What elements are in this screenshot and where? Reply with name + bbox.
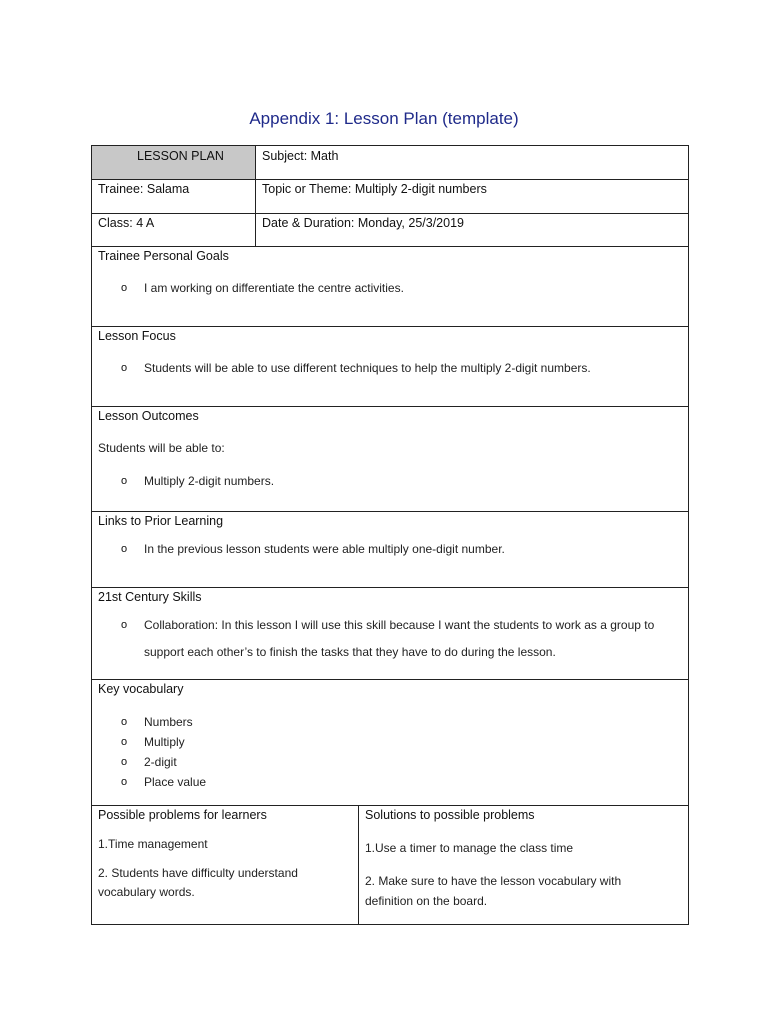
focus-heading: Lesson Focus [98, 329, 176, 343]
problem-1: 1.Time management [98, 837, 208, 851]
problem-2-line-2: vocabulary words. [98, 885, 195, 899]
goals-heading: Trainee Personal Goals [98, 249, 229, 263]
goals-section [92, 247, 688, 327]
vocab-heading: Key vocabulary [98, 682, 184, 696]
bullet-icon: o [121, 619, 128, 631]
subject-cell [255, 146, 688, 179]
focus-section [92, 327, 688, 407]
bullet-icon: o [121, 776, 128, 788]
solutions-cell [358, 806, 688, 924]
trainee-text: Trainee: Salama [98, 182, 190, 196]
trainee-cell [92, 180, 255, 213]
solution-2-line-2: definition on the board. [365, 894, 488, 908]
prior-heading: Links to Prior Learning [98, 514, 224, 528]
problems-solutions-row [92, 806, 688, 924]
topic-cell [255, 180, 688, 213]
skills-heading: 21st Century Skills [98, 590, 202, 604]
header-row-1 [92, 146, 688, 180]
class-text: Class: 4 A [98, 216, 155, 230]
skills-line-2: support each other’s to finish the tasks that they have to do during the lesson. [144, 645, 556, 659]
problems-cell [92, 806, 358, 924]
skills-section [92, 588, 688, 680]
bullet-icon: o [121, 756, 128, 768]
topic-text: Topic or Theme: Multiply 2-digit numbers [262, 182, 487, 196]
skills-line-1: Collaboration: In this lesson I will use this skill because I want the students to work as a group to [144, 618, 655, 632]
header-row-2 [92, 180, 688, 214]
date-text: Date & Duration: Monday, 25/3/2019 [262, 216, 464, 230]
bullet-icon: o [121, 716, 128, 728]
solutions-heading: Solutions to possible problems [365, 808, 535, 822]
bullet-icon: o [121, 475, 128, 487]
outcomes-heading: Lesson Outcomes [98, 409, 199, 423]
focus-item: Students will be able to use different techniques to help the multiply 2-digit numbers. [144, 361, 591, 375]
header-row-3 [92, 214, 688, 247]
solution-1: 1.Use a timer to manage the class time [365, 841, 574, 855]
prior-learning-section [92, 512, 688, 588]
lesson-plan-label: LESSON PLAN [137, 149, 224, 163]
bullet-icon: o [121, 282, 128, 294]
vocab-item: 2-digit [144, 755, 177, 769]
bullet-icon: o [121, 736, 128, 748]
lesson-plan-table [91, 145, 689, 925]
problem-2-line-1: 2. Students have difficulty understand [98, 866, 298, 880]
subject-text: Subject: Math [262, 149, 339, 163]
lesson-plan-label-cell [92, 146, 255, 179]
vocab-item: Place value [144, 775, 207, 789]
goal-item: I am working on differentiate the centre activities. [144, 281, 404, 295]
class-cell [92, 214, 255, 246]
document-title: Appendix 1: Lesson Plan (template) [249, 109, 519, 128]
vocabulary-section [92, 680, 688, 806]
vocab-item: Numbers [144, 715, 193, 729]
prior-item: In the previous lesson students were able multiply one-digit number. [144, 542, 505, 556]
vocab-item: Multiply [144, 735, 185, 749]
bullet-icon: o [121, 362, 128, 374]
bullet-icon: o [121, 543, 128, 555]
solution-2-line-1: 2. Make sure to have the lesson vocabulary with [365, 874, 622, 888]
date-cell [255, 214, 688, 246]
outcomes-intro: Students will be able to: [98, 441, 225, 455]
outcome-item: Multiply 2-digit numbers. [144, 474, 275, 488]
problems-heading: Possible problems for learners [98, 808, 267, 822]
outcomes-section [92, 407, 688, 512]
